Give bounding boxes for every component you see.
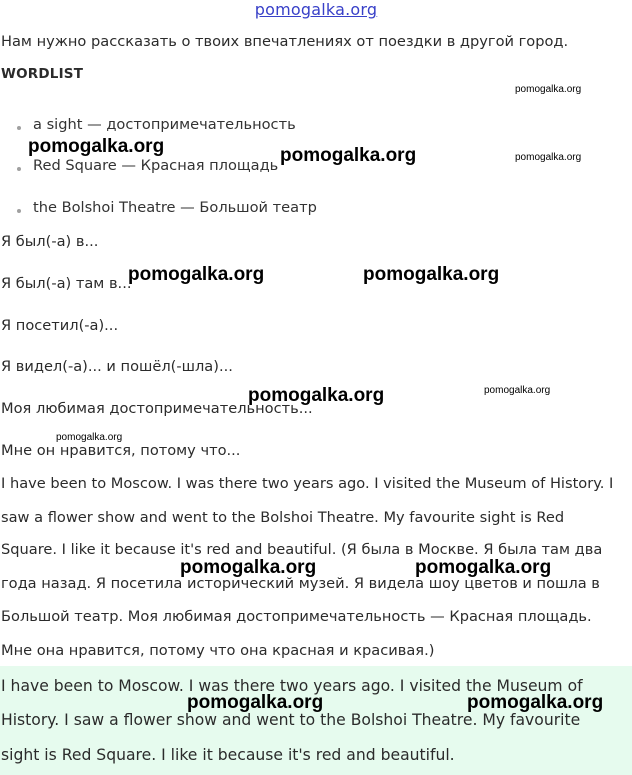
wordlist-heading: WORDLIST xyxy=(1,66,84,82)
watermark: pomogalka.org xyxy=(415,557,552,578)
phrase-line: Моя любимая достопримечательность... xyxy=(1,400,313,417)
task-instruction: Нам нужно рассказать о твоих впечатлениях от поездки в другой город. xyxy=(1,33,569,50)
answer-line: I have been to Moscow. I was there two years ago. I visited the Museum of xyxy=(1,677,583,695)
watermark: pomogalka.org xyxy=(180,557,317,578)
bullet-icon xyxy=(17,209,21,213)
phrase-line: Я видел(-а)... и пошёл(-шла)... xyxy=(1,358,233,375)
phrase-line: Я посетил(-а)... xyxy=(1,317,119,334)
watermark: pomogalka.org xyxy=(467,692,604,713)
phrase-line: Я был(-а) там в... xyxy=(1,275,132,292)
phrase-line: Я был(-а) в... xyxy=(1,233,99,250)
watermark: pomogalka.org xyxy=(363,264,500,285)
example-line: года назад. Я посетила исторический музей. Я видела шоу цветов и пошла в xyxy=(1,575,600,592)
phrase-line: Мне он нравится, потому что... xyxy=(1,442,241,459)
example-line: Мне она нравится, потому что она красная и красивая.) xyxy=(1,642,435,659)
wordlist-item: Red Square — Красная площадь xyxy=(33,157,279,174)
watermark: pomogalka.org xyxy=(248,385,385,406)
example-line: saw a flower show and went to the Bolshoi Theatre. My favourite sight is Red xyxy=(1,509,565,526)
watermark: pomogalka.org xyxy=(484,385,551,396)
watermark: pomogalka.org xyxy=(28,136,165,157)
wordlist-item: the Bolshoi Theatre — Большой театр xyxy=(33,199,317,216)
site-header-link[interactable]: pomogalka.org xyxy=(254,0,378,19)
example-line: I have been to Moscow. I was there two years ago. I visited the Museum of History. I xyxy=(1,475,614,492)
example-line: Square. I like it because it's red and beautiful. (Я была в Москве. Я была там два xyxy=(1,541,603,558)
watermark: pomogalka.org xyxy=(56,432,123,443)
watermark: pomogalka.org xyxy=(280,145,417,166)
bullet-icon xyxy=(17,167,21,171)
wordlist-item: a sight — достопримечательность xyxy=(33,116,296,133)
watermark: pomogalka.org xyxy=(187,692,324,713)
example-line: Большой театр. Моя любимая достопримечательность — Красная площадь. xyxy=(1,608,592,625)
watermark: pomogalka.org xyxy=(128,264,265,285)
watermark: pomogalka.org xyxy=(515,152,582,163)
answer-line: sight is Red Square. I like it because it's red and beautiful. xyxy=(1,746,455,764)
answer-line: History. I saw a flower show and went to the Bolshoi Theatre. My favourite xyxy=(1,711,581,729)
bullet-icon xyxy=(17,126,21,130)
watermark: pomogalka.org xyxy=(515,84,582,95)
